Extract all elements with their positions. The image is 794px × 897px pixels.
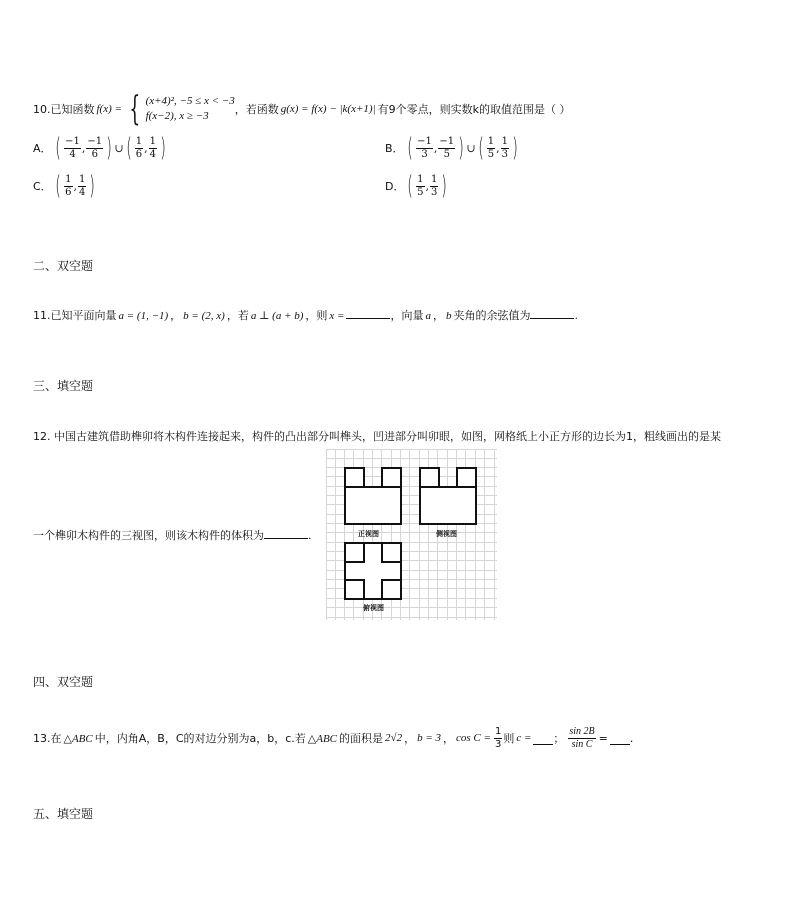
q13-text: 中，内角A，B，C的对边分别为a，b，c.若	[94, 732, 306, 745]
q10-case2: f(x−2), x ≥ −3	[145, 110, 209, 122]
q10-suffix: 有9个零点，则实数k的取值范围是（ ）	[377, 103, 571, 116]
paren-open: (	[55, 171, 61, 201]
three-view-figure	[326, 449, 497, 620]
q11-text: ，向量	[390, 309, 424, 322]
side-view-label: 侧视图	[436, 530, 457, 538]
paren-open: (	[125, 133, 132, 163]
answer-blank[interactable]	[264, 538, 308, 539]
numerator: 1	[487, 135, 495, 147]
q11-x: x =	[329, 310, 345, 322]
q10-number: 10.	[33, 102, 51, 116]
q12-text: 一个榫卯木构件的三视图，则该木构件的体积为	[33, 529, 264, 542]
q13-triangle: △ABC	[307, 732, 338, 745]
question-11	[33, 307, 578, 323]
paren-open: (	[407, 171, 413, 201]
fraction	[568, 727, 595, 750]
q10-option-d: D． ( $\frac{1}{5}$ , $\frac{1}{3}$ )	[385, 171, 448, 201]
option-label: C．	[33, 180, 52, 193]
fraction	[487, 137, 495, 160]
denominator: 4	[149, 148, 156, 160]
fraction	[64, 137, 81, 160]
numerator: −1	[417, 135, 432, 147]
fraction	[416, 175, 424, 198]
q11-condition: a ⊥ (a + b)	[250, 310, 304, 322]
paren-close: )	[160, 133, 166, 163]
q11-vector-b: b = (2, x)	[183, 310, 225, 322]
question-10	[33, 89, 571, 129]
fraction	[86, 137, 103, 160]
paren-close: )	[441, 171, 448, 201]
q11-text: .	[574, 309, 578, 322]
q13-cos: cos C =	[456, 732, 491, 744]
q13-triangle: △ABC	[63, 732, 93, 745]
q10-case1: (x+4)², −5 ≤ x < −3	[145, 95, 235, 107]
option-label: B．	[385, 142, 404, 155]
three-view-svg	[326, 449, 497, 620]
denominator: 3	[501, 148, 508, 160]
q10-prefix: 已知函数	[50, 103, 95, 116]
q11-vector-a: a = (1, −1)	[118, 310, 169, 322]
denominator: 6	[135, 148, 143, 160]
q10-middle: ，若函数	[234, 103, 279, 116]
union-symbol: ∪	[466, 141, 476, 155]
fraction	[501, 137, 509, 160]
fraction	[430, 175, 438, 198]
q13-text: 则	[503, 732, 515, 745]
q10-brace: {	[129, 89, 141, 129]
q13-area: 2√2	[385, 732, 403, 744]
numerator: −1	[87, 135, 103, 147]
numerator: 1	[494, 725, 502, 737]
section-heading-5: 五、填空题	[33, 807, 94, 821]
q11-vector-b: b	[445, 310, 452, 322]
fraction	[149, 137, 157, 160]
denominator: 6	[65, 186, 72, 198]
q11-number: 11.	[33, 309, 51, 322]
front-view-label: 正视图	[358, 530, 379, 538]
answer-blank[interactable]	[610, 732, 630, 745]
paren-close: )	[458, 133, 465, 163]
fraction	[438, 137, 455, 160]
q10-option-c: C． ( $\frac{1}{6}$ , $\frac{1}{4}$ )	[33, 171, 96, 201]
q11-text: ，	[170, 309, 182, 322]
q10-fx: f(x) =	[96, 103, 122, 115]
denominator: 5	[443, 148, 450, 160]
denominator: 3	[431, 186, 438, 198]
q11-vector-a: a	[425, 310, 431, 322]
numerator: 1	[431, 173, 438, 185]
q10-gx: g(x) = f(x) − |k(x+1)|	[280, 103, 376, 115]
q12-text: .	[308, 529, 312, 542]
q13-b: b = 3	[417, 732, 442, 744]
numerator: 1	[79, 173, 86, 185]
q13-text: 的面积是	[339, 732, 384, 745]
q10-option-a: A． ( $\frac{-1}{4}$ , $\frac{-1}{6}$ ) ∪ ( $\frac{1}{6}$ , $\frac{1}{4}$ )	[33, 133, 166, 163]
paren-close: )	[106, 133, 113, 163]
denominator: 3	[494, 738, 502, 750]
q13-text: ；	[553, 732, 565, 745]
q13-text: ，	[443, 732, 455, 745]
denominator: 5	[487, 148, 495, 160]
denominator: 3	[421, 148, 428, 160]
answer-blank[interactable]	[530, 318, 574, 319]
numerator: 1	[417, 173, 424, 185]
paren-open: (	[55, 133, 61, 163]
q12-line1: 12. 中国古建筑借助榫卯将木构件连接起来，构件的凸出部分叫榫头，凹进部分叫卯眼，如图，网格纸上小正方形的边长为1，粗线画出的是某	[33, 430, 721, 443]
numerator: −1	[65, 135, 80, 147]
paren-close: )	[89, 171, 96, 201]
q13-equals: =	[598, 731, 608, 745]
numerator: 1	[65, 173, 72, 185]
section-heading-3: 三、填空题	[33, 379, 94, 393]
union-symbol: ∪	[114, 141, 124, 155]
q11-text: ，则	[305, 309, 328, 322]
q13-c: c =	[516, 732, 532, 744]
denominator: 4	[69, 148, 76, 160]
denominator: 6	[91, 148, 98, 160]
top-view-label: 俯视图	[363, 604, 384, 612]
fraction	[494, 727, 502, 750]
option-label: A．	[33, 142, 52, 155]
section-heading-2: 二、双空题	[33, 259, 94, 273]
option-label: D．	[385, 180, 405, 193]
q13-text: ，	[404, 732, 416, 745]
denominator: sin C	[571, 738, 593, 750]
denominator: 4	[79, 186, 86, 198]
top-view-outline	[345, 543, 401, 599]
numerator: 1	[135, 135, 143, 147]
q11-text: ，若	[226, 309, 249, 322]
q11-text: 已知平面向量	[50, 309, 117, 322]
q11-text: ，	[432, 309, 444, 322]
section-heading-4: 四、双空题	[33, 675, 94, 689]
fraction	[64, 175, 72, 198]
paren-open: (	[407, 133, 413, 163]
q13-text: .	[629, 731, 634, 745]
denominator: 5	[417, 186, 424, 198]
q10-piecewise	[146, 94, 235, 124]
q13-text: 在	[50, 732, 62, 745]
q12-line2	[33, 527, 312, 543]
answer-blank[interactable]	[346, 318, 390, 319]
question-13	[33, 722, 633, 754]
paren-open: (	[477, 133, 484, 163]
fraction	[78, 175, 86, 198]
answer-blank[interactable]	[533, 732, 553, 745]
numerator: −1	[439, 135, 455, 147]
q10-option-b: B． ( $\frac{-1}{3}$ , $\frac{-1}{5}$ ) ∪ ( $\frac{1}{5}$ , $\frac{1}{3}$ )	[385, 133, 518, 163]
q11-text: 夹角的余弦值为	[453, 309, 531, 322]
numerator: 1	[149, 135, 156, 147]
q13-number: 13.	[33, 731, 51, 745]
numerator: 1	[501, 135, 508, 147]
numerator: sin 2B	[569, 725, 595, 737]
paren-close: )	[512, 133, 518, 163]
fraction	[416, 137, 433, 160]
fraction	[135, 137, 143, 160]
